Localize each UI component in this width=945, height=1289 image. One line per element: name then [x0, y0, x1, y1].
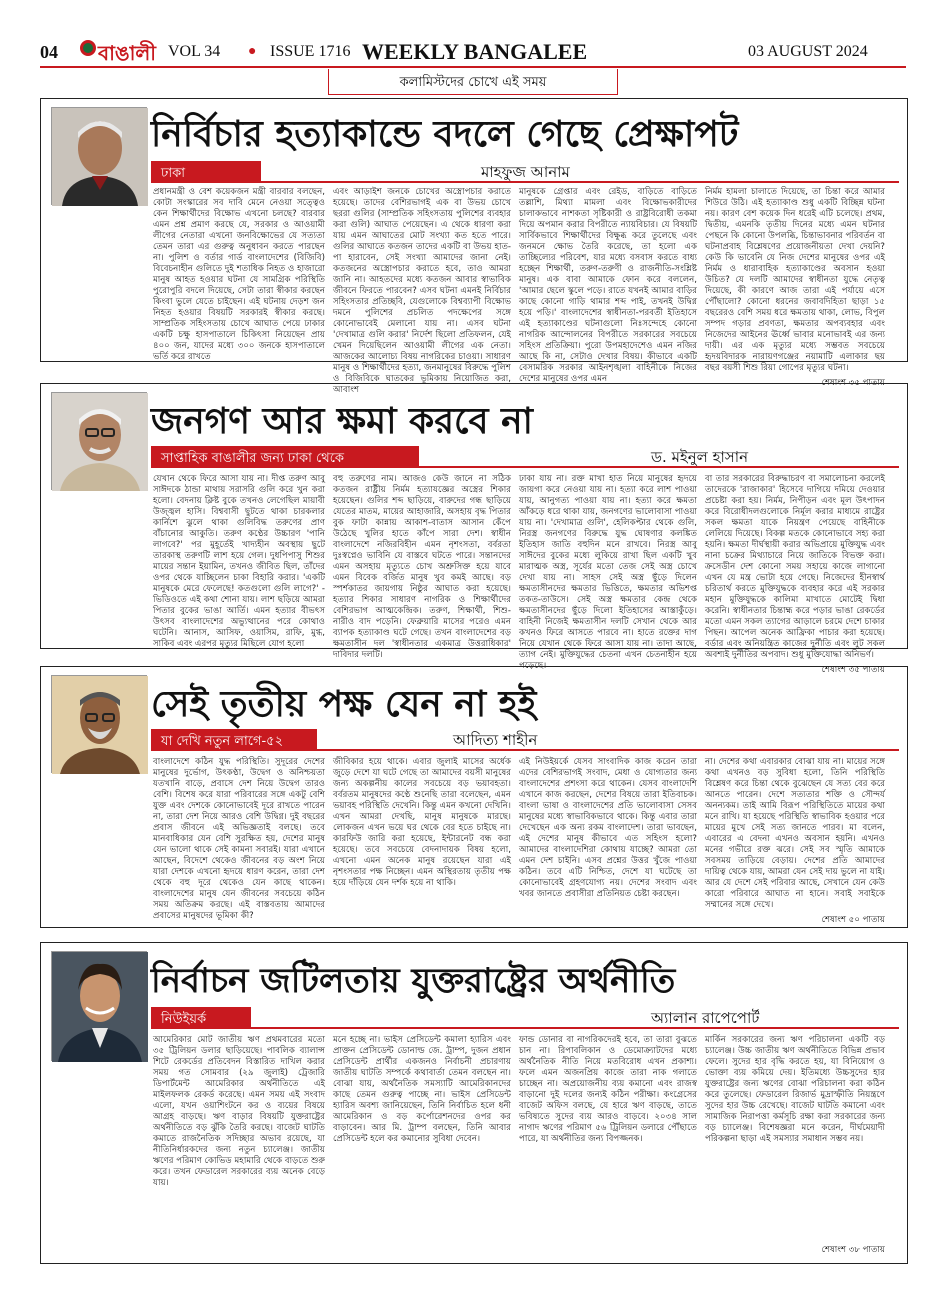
- logo: বাঙালী: [98, 41, 157, 65]
- dateline-tag: ঢাকা: [151, 161, 261, 183]
- dateline-tag: যা দেখি নতুন লাগে-৫২: [151, 729, 317, 751]
- masthead-rule: [40, 66, 906, 68]
- masthead: [0, 0, 945, 90]
- tag-underline: [151, 466, 899, 468]
- body-column: মনে হচ্ছে না। ভাইস প্রেসিডেন্ট কমালা হ্যারিস এবং প্রাক্তন প্রেসিডেন্ট ডোনাল্ড জে. ট্রাম্প, দুজন প্রধান প্রেসিডেন্ট প্রার্থীর একজনও নির্বাচনী প্রচারণায় জাতীয় ঘাটতি সম্পর্কে কথাবার্তা তেমন বলছেন না। বোঝা যায়, অর্থনৈতিক সমস্যাটি আমেরিকানদের কাছে তেমন গুরুত্ব পাচ্ছে না। ভাইস প্রেসিডেন্ট হ্যারিস অবশ্য জানিয়েছেন, তিনি নির্বাচিত হলে ধনী আমেরিকান ও বড় কর্পোরেশনদের ওপর কর বাড়াবেন। আর মি. ট্রাম্প বলছেন, তিনি আবার প্রেসিডেন্ট হলে কর কমানোর সুবিধা দেবেন।: [333, 1035, 511, 1144]
- continued-note: শেষাংশ ৩৫ পাতায়: [821, 665, 885, 675]
- body-column: এই নিউইয়র্কে যেসব সাংবাদিক কাজ করেন তারা এদের বেশিরভাগই সংবাদ, মেধা ও যোগ্যতার জন্য বাংলাদেশের প্রশংসা করে থাকেন। যেসব বাংলাদেশি এখানে কাজ করছেন, দেশের বিষয়ে তারা ইতিবাচক। বাংলা ভাষা ও বাংলাদেশের প্রতি ভালোবাসা সেসব মানুষের মধ্যে স্বাভাবিকভাবে থাকে। কিন্তু এবার তারা দেখেছেন এক অন্য রকম বাংলাদেশ। তারা ভাবছেন, এই দেশের মানুষ কীভাবে এত সহিংস হলো? আমাদের বাংলাদেশিরা কোথায় যাচ্ছে? আমরা তো এমন দেশ চাইনি। এসব প্রশ্নের উত্তর খুঁজে পাওয়া কঠিন। তবে এটি নিশ্চিত, দেশে যা ঘটেছে তা কোনোভাবেই গ্রহণযোগ্য নয়। দেশের সংবাদ এবং খবর জানতে প্রবাসীরা প্রতিনিয়ত চেষ্টা করছেন।: [519, 757, 697, 899]
- body-column: মানুষকে গ্রেপ্তার এবং রেইড, বাড়িতে বাড়িতে তল্লাশি, মিথ্যা মামলা এবং বিক্ষোভকারীদের চালাকভাবে নাশকতা সৃষ্টিকারী ও রাষ্ট্রবিরোধী তকমা দিয়ে অপমান করার বিপরীতে ন্যায়বিচার। যে বিষয়টি সার্বিকভাবে শিক্ষার্থীদের বিক্ষুব্ধ করে তুলেছে এবং জনমনে ক্ষোভ তৈরি করেছে, তা হলো এক তাচ্ছিল্যের পরিবেশ, যার মধ্যে বসবাস করতে বাধ্য হচ্ছেন শিক্ষার্থী, তরুণ-তরুণী ও রাজনীতি-সংশ্লিষ্ট মানুষ। এক বাবা আমাকে ফোন করে বললেন, 'আমার ছেলে স্কুলে পড়ে। রাতে যখনই আমার বাড়ির কাছে কোনো গাড়ি থামার শব্দ পাই, তখনই উদ্বিগ্ন হয়ে পড়ি।' বাংলাদেশের স্বাধীনতা-পরবর্তী ইতিহাসে এই হত্যাকাণ্ডের ঘটনাগুলো নিঃসন্দেহে কোনো নাগরিক আন্দোলনের বিপরীতে সরকারের সবচেয়ে সহিংস প্রতিক্রিয়া। পুরো উপমহাদেশেও এমন নজির আছে কি না, সেটাও দেখার বিষয়। কীভাবে একটি বেসামরিক সরকার আইনশৃঙ্খলা বাহিনীকে নিজের দেশের মানুষের ওপর এমন: [519, 187, 697, 384]
- logo-emblem-icon: [80, 40, 96, 56]
- author-photo: [51, 107, 147, 205]
- body-column-wrap: [705, 187, 885, 388]
- volume: VOL 34: [168, 43, 221, 60]
- article-4: [40, 942, 908, 1264]
- body-column: এবং আড়াইশ জনকে চোখের অস্ত্রোপচার করাতে হয়েছে। তাদের বেশিরভাগই এক বা উভয় চোখে ছররা গুলির (সাম্প্রতিক সহিংসতায় পুলিশের ব্যবহার করা গুলি) আঘাত পেয়েছেন। এ থেকে ধারণা করা যায় এমন আঘাতের মোট সংখ্যা কত হতে পারে। গুলির আঘাতে কতজন তাদের একটি বা উভয় হাত-পা হারাবেন, সেই সংখ্যা আমাদের জানা নেই। কতজনের অস্ত্রোপচার করাতে হবে, তাও আমরা জানি না। আহতদের মধ্যে কতজন আবার স্বাভাবিক জীবনে ফিরতে পারবেন? এসব ঘটনা এমনই নির্বিচার সহিংসতার প্রতিচ্ছবি, যেগুলোকে বিশ্বব্যাপী বিক্ষোভ দমনে পুলিশের প্রচলিত পদক্ষেপের সঙ্গে কোনোভাবেই মেলানো যায় না। এসব ঘটনা 'দেখামাত্র গুলি করার' নির্দেশ ছিলো প্রতিফলন, যেই খেমন দিয়েছিলেন আওয়ামী লীগের এক নেতা। আজকের আলোচ্য বিষয় নাগরিকের চাওয়া। সাধারণ মানুষ ও শিক্ষার্থীদের হত্যা, জনমানুষের বিরুদ্ধে পুলিশ ও বিজিবিকে ঘাতকের ভূমিকায় নিয়োজিত করা, আবাংশ: [333, 187, 511, 395]
- body-column: বহু তরুণের নাম। আজও কেউ জানে না সঠিক কতজন রাষ্ট্রীয় নির্মম হত্যাযজ্ঞের অস্ত্রের শিকার হয়েছেন। গুলির শব্দ ছাড়িয়ে, বারুদের গন্ধ ছাড়িয়ে যেতের মাতম, মায়ের আহাজারি, অসহায় বৃদ্ধ পিতার বুক ফাটা কান্নায় আকাশ-বাতাস আসান কেঁপে উঠেছে খুলির হাতে কাঁপে সারা দেশ। স্বাধীন বাংলাদেশে নজিরবিহীন এমন নৃশংসতা, বর্বরতা দুঃস্বপ্নেও ভাবিনি যে বাস্তবে ঘটতে পারে। সন্তানদের এমন অসহায় মৃত্যুতে চোখ অশ্রুসিক্ত হয়ে যাবে এমন বিবেক বর্জিত মানুষ খুব কমই আছে। বড় স্পর্শকাতর জায়গায় নিষ্ঠুর আঘাত করা হয়েছে। হত্যার শিকার সাধারণ নাগরিক ও শিক্ষার্থীদের বেশিরভাগ আত্মকেন্দ্রিক। তরুণ, শিক্ষার্থী, শিশু-নারীও বাদ পড়েনি। ফেব্রুয়ারি মাসের পরেও এমন ব্যাপক হত্যাকাণ্ড ঘটে গেছে। তখন বাংলাদেশের বড় ক্ষমতাসীন দল 'স্বাধীনতার একমাত্র উত্তরাধিকার' দাবিদার দলটি।: [333, 474, 511, 660]
- headline: নির্বাচন জটিলতায় যুক্তরাষ্ট্রের অর্থনীতি: [151, 961, 676, 1001]
- author-photo: [51, 675, 147, 773]
- dateline-tag: নিউইয়র্ক: [151, 1007, 251, 1029]
- author-name: মাহফুজ আনাম: [481, 163, 570, 181]
- paper-title: WEEKLY BANGALEE: [362, 39, 588, 64]
- author-name: অ্যালান রাপেপোর্ট: [651, 1009, 760, 1027]
- body-column: জীবিকার হয়ে থাকে। এবার জুলাই মাসের অর্ধেক জুড়ে দেশে যা ঘটে গেছে তা আমাদের বয়সী মানুষের জন্য অকল্পনীয় কালের সবচেয়ে বড় ভয়াবহতা। বর্বরতম মানুষদের কণ্ঠে শুনেছি তারা বলেছেন, এমন ভয়াবহ পরিস্থিতি দেখেনি। কিন্তু এমন কখনো দেখিনি। এখন আমরা দেখছি, মানুষ মানুষকে মারছে। লোকজন এখন ভয়ে ঘর থেকে বের হতে চাইছে না। কারফিউ জারি করা হয়েছে, ইন্টারনেট বন্ধ করা হয়েছে। তবে সবচেয়ে বেদনাদায়ক বিষয় হলো, এখনো এমন অনেক মানুষ রয়েছেন যারা এই নৃশংসতার পক্ষ নিচ্ছেন। এমন অস্থিরতায় তৃতীয় পক্ষ হয়ে দাঁড়িয়ে যেন দর্শক হয়ে না থাকি।: [333, 757, 511, 888]
- body-column: যেখান থেকে ফিরে আসা যায় না। দীপ্ত তরুণ আবু সাঈদকে ঠান্ডা মাথায় সরাসরি গুলি করে খুন করা হলো। বেদনায় ক্লিষ্ট বুকে তখনও লেগেছিল মায়াবী উজ্জ্বল হাসি। বিশ্ববাসী ছুটতে থাকা চারকলার কার্নিশে ঝুলে থাকা গুলিবিদ্ধ তরুণের প্রাণ বাঁচানোর আকুতি। তরুণ কণ্ঠের উচ্চারণ 'পানি লাগবে?' পর মুহূর্তেই খাদ্যহীন অবস্থায় ছুটে তারকাস্থ তরুণটি লাশ হয়ে গেল। দুধপিপাসু শিশুর মায়ের সন্তান ইয়ামিন, তখনও জীবিত ছিল, তাঁদের ওপর থেকে যাচ্ছিলেন চাকা বিহারি করার। 'একটি মানুষকে মেরে ফেলেছে! কতগুলো গুলি লাগে?' - ভিডিওতে এই কথা শোনা যায়। লাশ ছড়িয়ে আমরা পিতার বুকের ভাঙা আর্তি। এমন হত্যার বীভৎস উৎসব বাংলাদেশের অভ্যুত্থানের পরে কোথাও ঘটেনি। আনাস, আসিফ, ওয়াসিম, রাফি, মুগ্ধ, সাকিব এবং এরপর মৃত্যুর মিছিলে যোগ হলো: [153, 474, 325, 649]
- article-2: [40, 383, 908, 675]
- headline: জনগণ আর ক্ষমা করবে না: [151, 401, 533, 442]
- issue-date: 03 AUGUST 2024: [748, 43, 868, 60]
- body-column: ঢাকা যায় না। রক্ত মাখা হাত নিয়ে মানুষের হৃদয়ে জায়গা করে নেওয়া যায় না। হত্যা করে লাশ পাওয়া যায়, আনুগত্য পাওয়া যায় না। হত্যা করে ক্ষমতা আঁকড়ে ধরে থাকা যায়, জনগণের ভালোবাসা পাওয়া যায় না। 'দেখামাত্র গুলি', হেলিকপ্টার থেকে গুলি, নিরস্ত্র জনগণের বিরুদ্ধে যুদ্ধ ঘোষণার কলঙ্কিত ইতিহাস জাতি বহুদিন মনে রাখবে। নিরস্ত্র আবু সাঈদের বুকের মধ্যে লুকিয়ে রাখা ছিল একটি খুব মারাত্মক অস্ত্র, সূর্যের মতো তেজ সেই অস্ত্র চোখে দেখা যায় না। সাহস সেই অস্ত্র ছুঁড়ে দিলেন ক্ষমতাসীনদের ক্ষমতার ভিত্তিতে, ক্ষমতার অভিশপ্ত তকত-তাউসে। সেই অস্ত্র ক্ষমতার কেন্দ্র থেকে ক্ষমতাসীনদের ছুঁড়ে দিলো ইতিহাসের আস্তাকুঁড়ে। বাহিনী নিজেই ক্ষমতাসীন দলটি সেখান থেকে আর কখনও ফিরে আসতে পারবে না। হাতে রক্তের দাগ নিয়ে যেখান থেকে ফিরে আসা যায় না। তাদা আছে, ত্যাগ নেই। মুক্তিযুদ্ধের চেতনা এখন চেতনাহীন হয়ে পড়েছে।: [519, 474, 697, 671]
- headline: সেই তৃতীয় পক্ষ যেন না হই: [151, 684, 537, 725]
- body-column: প্রধানমন্ত্রী ও বেশ কয়েকজন মন্ত্রী বারবার বলছেন, কোটা সংস্কারের সব দাবি মেনে নেওয়া সত্ত্বেও কেন শিক্ষার্থীদের বিক্ষোভ এখনো চলছে? বারবার এমন প্রশ্ন প্রমাণ করছে যে, সরকার ও আওয়ামী লীগের নেতারা এখনো জনবিক্ষোভের যে সত্যতা তেমন তারা এর গুরুত্ব অনুধাবন করতে পারছেন না। পুলিশ ও বর্তার গার্ড বাংলাদেশের (বিজিবি) বিবেচনাহীন গুলিতে দুই শতাধিক নিহত ও হাজারো মানুষ আহত হওয়ার ঘটনা যে সামগ্রিক পরিস্থিতি পুরোপুরি বদলে দিয়েছে, সেটা তারা স্বীকার করছেন কিংবা ভুলে যেতে চাইছেন। এই ঘটনায় দেড়শ জন নিহত হওয়ার বিষয়টি সরকারই স্বীকার করছে। সাম্প্রতিক সহিংসতায় চোখে আঘাত পেয়ে ঢাকার একটি চক্ষু হাসপাতালে চিকিৎসা নিয়েছেন প্রায় ৪০০ জন, যাদের মধ্যে ৩০০ জনকে হাসপাতালে ভর্তি করে রাখতে: [153, 187, 325, 362]
- body-column-wrap: [705, 757, 885, 925]
- issue-number: ISSUE 1716: [270, 43, 351, 60]
- body-column-wrap: [705, 1035, 885, 1257]
- page-number: 04: [40, 42, 58, 62]
- bullet-icon: ●: [248, 44, 257, 59]
- article-3: [40, 666, 908, 928]
- continued-note: শেষাংশ ৩৮ পাতায়: [821, 1245, 885, 1255]
- dateline-tag: সাপ্তাহিক বাঙালীর জন্য ঢাকা থেকে: [151, 446, 419, 468]
- body-column: বা তার সরকারের বিরুদ্ধাচরণ বা সমালোচনা করলেই তাদেরকে 'রাজাকার' হিসেবে দাগিয়ে দমিয়ে দেওয়ার প্রচেষ্টা করা হয়। নির্মম, নিপীড়ন এবং মূল উৎপাদন করে বিরোধীদলগুলোকে নির্মূল করার মাধ্যমে রাষ্ট্রের সকল ক্ষমতা যাকে নিয়ন্ত্রণ পেয়েছে বাহিনীকে লেলিয়ে দিয়েছে। বিকল্প মতকে কোনোভাবে সহ্য করা হয়নি। ক্ষমতা দীর্ঘস্থায়ী করার অভিপ্রায়ে মুক্তিযুদ্ধ এবং নানা চক্রের মিথ্যাচারে নিয়ে জাতিকে বিভক্ত করা। ক্রসেডীন দেশ কোনো সময় সহায়ে কাজে লাগানো এখন যে মন্ত্র ভোটা হয়ে গেছে। নিজেদের হীনস্বার্থ চরিতার্থ করতে মুক্তিযুদ্ধকে ব্যবহার করে এই সরকার মহান মুক্তিযুদ্ধকে কালিমা মাখাতে মোটেই দ্বিধা করেনি। স্বাধীনতার চিন্তাহ্ম করে পড়ার ভাঙা রেকর্ডের মতো এমন সকল ত্যাগের আড়ালে চরমে দেশে চাকার পিছন। আপেল অনেক আফ্রিকা পাচার করা হয়েছে। বর্ডার এবং অনিয়ন্ত্রিত কাজের দুর্নীতি এবং লুট সকল অবশ্যই দুর্নীতির অপবাদ। শুধু মুক্তিযোদ্ধা অনিভর্ণ।: [705, 474, 885, 660]
- article-body: [153, 1035, 899, 1257]
- article-body: [153, 474, 899, 675]
- headline: নির্বিচার হত্যাকান্ডে বদলে গেছে প্রেক্ষাপট: [151, 114, 739, 155]
- body-column: আমেরিকার মোট জাতীয় ঋণ প্রথমবারের মতো ৩৫ ট্রিলিয়ন ডলার ছাড়িয়েছে। পাবলিক ব্যালান্স শিটে রেকর্ডের প্রতিবেদন বিস্তারিত দাখিল করার সময় গত সোমবার (২৯ জুলাই) ট্রেজারি ডিপার্টমেন্ট আমেরিকার অর্থনীতিতে এই মাইলফলক রেকর্ড করেছে। এমন সময় এই সংবাদ এলো, যখন ওয়াশিংটনে কর ও ব্যয়ের বিষয়ে আগ্রহ বাড়ছে। ঋণ বাড়ার বিষয়টি যুক্তরাষ্ট্রের অর্থনীতিতে বড় ঝুঁকি তৈরি করছে। বাজেট ঘাটতি কমাতে রাজনৈতিক সদিচ্ছার অভাব রয়েছে, যা নীতিনির্ধারকদের জন্য নতুন চ্যালেঞ্জ। জাতীয় ঋণের পরিমাণ কোভিড মহামারি থেকে বাড়তে শুরু করে। তখন ফেডারেল সরকারের ব্যয় অনেক বেড়ে যায়।: [153, 1035, 325, 1188]
- tag-underline: [151, 1027, 899, 1029]
- section-title: কলামিস্টদের চোখে এই সময়: [328, 69, 618, 95]
- article-1: [40, 98, 908, 395]
- author-photo: [51, 951, 147, 1061]
- article-body: [153, 187, 899, 395]
- article-body: [153, 757, 899, 925]
- body-column: না। দেশের কথা এবারকার বোঝা যায় না। মায়ের সঙ্গে কথা এখনও বড় সুবিধা হলো, তিনি পরিস্থিতি বিশ্লেষণ করে চিন্তা থেকে বুঝেছেন যে সত্য বের করে আনতে পারেন। দেশে সত্যতার শক্তি ও সৌন্দর্য অনন্যকম। তাই আমি বিরূপ পরিস্থিতিতে মায়ের কথা মনে রাখি। যা হয়েছে পরিস্থিতি স্বাভাবিক হওয়ার পরে মায়ের মুখে সেই সত্য জানতে পারব। মা বলেন, এবারের এ বেদনা এখনও অবসান হয়নি। এখনও মনের গভীরে রক্ত ঝরে। সেই সব স্মৃতি আমাকে সবসময় তাড়িয়ে বেড়ায়। দেশের প্রতি আমাদের দায়িত্ব থেকে যায়, আমরা যেন সেই দায় ভুলে না যাই। আর যে দেশে সেই পরিবার আছে, সেখানে যেন কেউ কারো পরিবারে আঘাত না হানে। সবাই সবাইকে সম্মানের সঙ্গে দেখে।: [705, 757, 885, 910]
- body-column: ফান্ড ডোনার বা নাগরিকদেরই হবে, তা তারা বুঝতে চান না। রিপাবলিকান ও ডেমোক্র্যাটদের মধ্যে অর্থনৈতিক নীতি নিয়ে মতবিরোধ এখন প্রকাশ্য। ফলে এমন অজনপ্রিয় কাজে তারা নাক গলাতে চাচ্ছেন না। অপ্রয়োজনীয় ব্যয় কমানো এবং রাজস্ব বাড়ানো দুই দলের জন্যই কঠিন পরীক্ষা। কংগ্রেসের বাজেট অফিস বলছে, যে হারে ঋণ বাড়ছে, তাতে ভবিষ্যতে সুদের ব্যয় আরও বাড়বে। ২০৩৪ সাল নাগাদ ঋণের পরিমাণ ৫৬ ট্রিলিয়ন ডলারে পৌঁছাতে পারে, যা অর্থনীতির জন্য বিপজ্জনক।: [519, 1035, 697, 1144]
- continued-note: শেষাংশ ৫০ পাতায়: [821, 915, 885, 925]
- body-column: মার্কিন সরকারের জন্য ঋণ পরিচালনা একটি বড় চ্যালেঞ্জ। উচ্চ জাতীয় ঋণ অর্থনীতিতে বিভিন্ন প্রভাব ফেলে। সুদের হার বৃদ্ধি করতে হয়, যা বিনিয়োগ ও ভোক্তা ব্যয় কমিয়ে দেয়। ইতিমধ্যে উচ্চসুদের হার যুক্তরাষ্ট্রের জন্য ঋণের বোঝা পরিচালনা করা কঠিন করে তুলেছে। ফেডারেল রিজার্ভ মুদ্রাস্ফীতি নিয়ন্ত্রণে সুদের হার উচ্চ রেখেছে। বাজেট ঘাটতি কমানো এবং সামাজিক নিরাপত্তা কর্মসূচি রক্ষা করা সরকারের জন্য বড় চ্যালেঞ্জ। বিশেষজ্ঞরা মনে করেন, দীর্ঘমেয়াদী পরিকল্পনা ছাড়া এই সমস্যার সমাধান সম্ভব নয়।: [705, 1035, 885, 1144]
- author-name: ড. মইনুল হাসান: [651, 448, 749, 466]
- body-column-wrap: [705, 474, 885, 675]
- author-photo: [51, 392, 147, 490]
- body-column: বাংলাদেশে কঠিন যুদ্ধ পরিস্থিতি। সুদূরের দেশের মানুষের দুর্ভোগ, উৎকণ্ঠা, উদ্বেগ ও অনিশ্চয়তা যতখানি বাড়ে, প্রবাসে দেশ নিয়ে উদ্বেগ তারও বেশি। বিশেষ করে যারা পরিবারের সঙ্গে একটু বেশি যুক্ত এবং দেশকে কোনোভাবেই দূরে রাখতে পারেন না, তারা দেশ নিয়ে আরও বেশি উদ্বিগ্ন। দুই বছরের প্রবাস জীবনে এই অভিজ্ঞতাই বলছে। তবে মানবাধিকার যেন বেশি সুরক্ষিত হয়, দেশের মানুষ যেন ভালো থাকে সেই কামনা সবারই। যারা এখানে আছেন, বিদেশে থেকেও জীবনের বড় অংশ নিয়ে যারা দেশকে এখনো হৃদয়ে ধারণ করেন, তারা দেশ থেকে বহু দূরে থেকেও যেন কাছে থাকেন। বাংলাদেশের মানুষ যেন জীবনের সবচেয়ে কঠিন সময় অতিক্রম করছে। এই বাস্তবতায় আমাদের প্রবাসের মানুষদের ভূমিকা কী?: [153, 757, 325, 921]
- body-column: নির্মম হামলা চালাতে দিয়েছে, তা চিন্তা করে আমার শিউরে উঠি। এই হত্যাকাণ্ড শুধু একটি বিচ্ছিন্ন ঘটনা নয়। কারণ বেশ কয়েক দিন ধরেই এটি চলেছে। প্রথম, দ্বিতীয়, এমনকি তৃতীয় দিনের মধ্যে এমন ঘটনার পেছনে কি কোনো উপলব্ধি, চিন্তাভাবনার পরিবর্তন বা ঘটনাপ্রবাহ বিশ্লেষণের প্রয়োজনীয়তা দেখা দেয়নি? কেউ কি ভাবেনি যে নিজ দেশের মানুষের ওপর এই নির্মম ও ধারাবাহিক হত্যাকাণ্ডের অবসান হওয়া উচিত? যে দলটি আমাদের স্বাধীনতা যুদ্ধে নেতৃত্ব দিয়েছে, কী কারণে আজ তারা এই পর্যায়ে এসে পৌঁছালো? কোনো ধরনের জবাবদিহিতা ছাড়া ১৫ বছরেরও বেশি সময় ধরে ক্ষমতায় থাকা, লোভ, বিপুল সম্পদ গড়ার প্রবণতা, ক্ষমতার অপব্যবহার এবং নিজেদের আইনের ঊর্ধ্বে ভাবার মনোভাবই এর জন্য দায়ী। এর এক মৃত্যুর মধ্যে সম্ভবত সবচেয়ে হৃদয়বিদারক নারায়ণগঞ্জের নয়ামাটি এলাকার ছয় বছর বয়সী শিশু রিয়া গোপের মৃত্যুর ঘটনা।: [705, 187, 885, 373]
- author-name: আদিত্য শাহীন: [453, 731, 538, 749]
- continued-note: শেষাংশ ৩৫ পাতায়: [821, 378, 885, 388]
